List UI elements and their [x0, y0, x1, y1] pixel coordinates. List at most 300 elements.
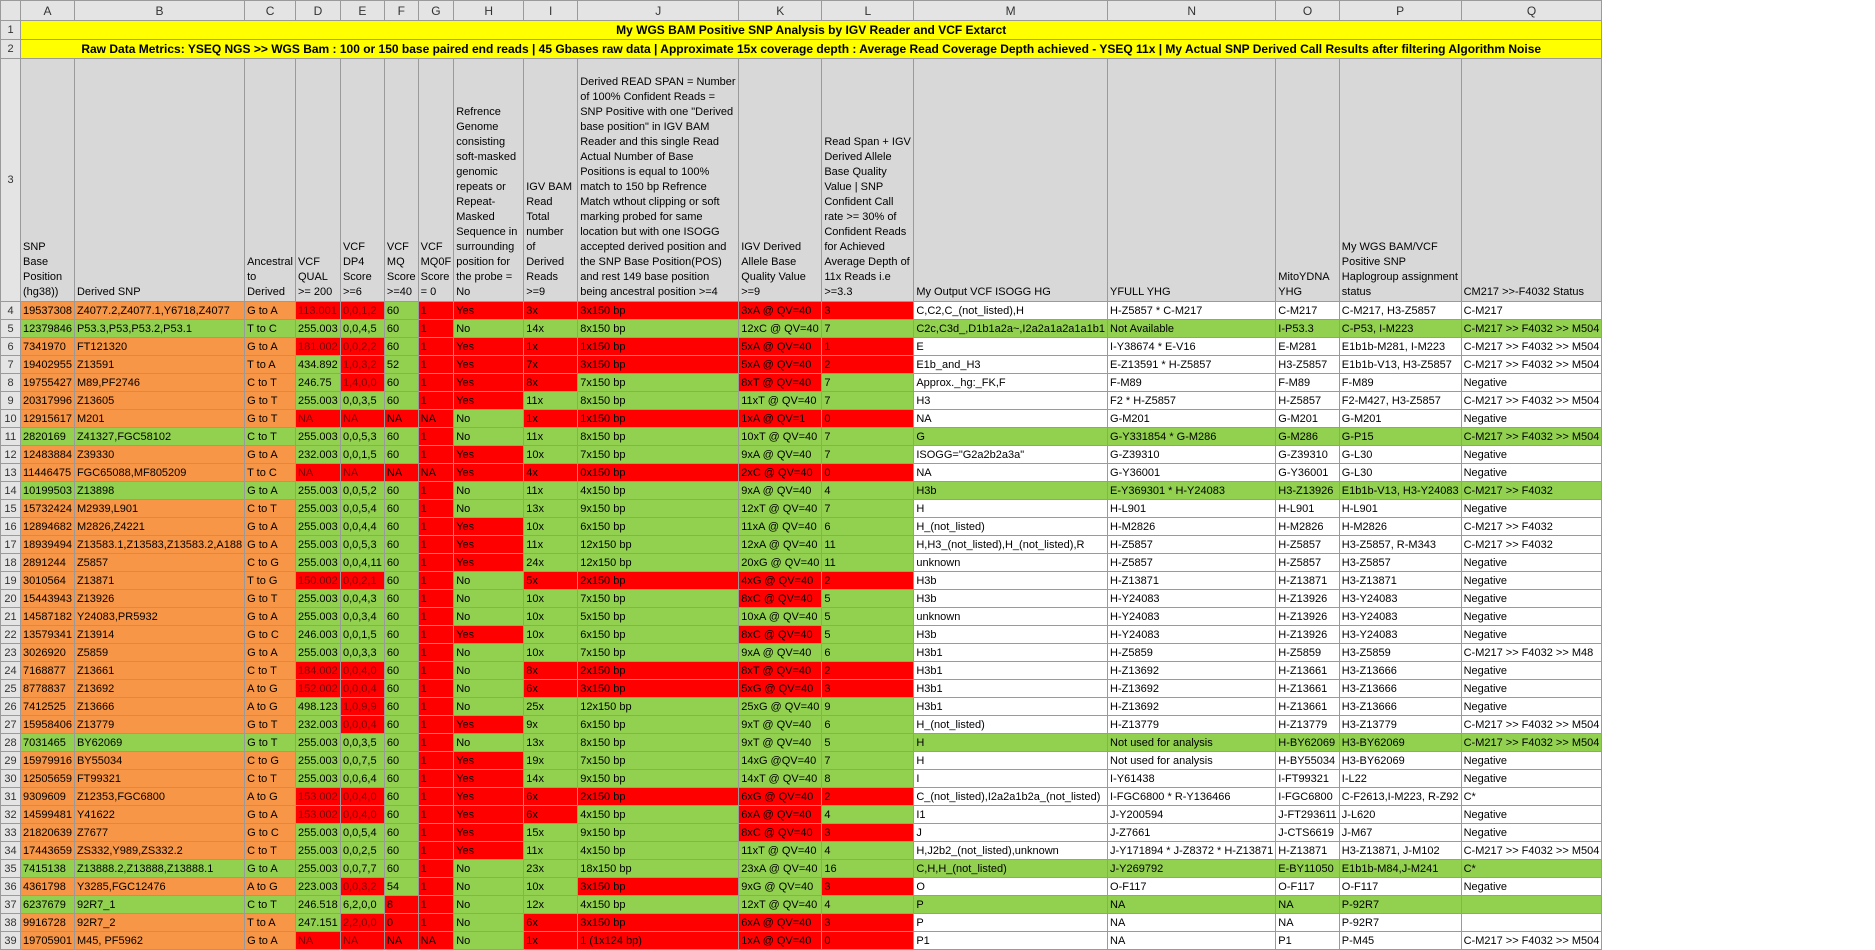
- table-cell[interactable]: G to T: [245, 392, 296, 410]
- table-cell[interactable]: 2,2,0,0: [340, 914, 384, 932]
- table-cell[interactable]: H-Z13926: [1276, 608, 1340, 626]
- table-cell[interactable]: 4: [822, 842, 914, 860]
- table-cell[interactable]: 11: [822, 554, 914, 572]
- table-cell[interactable]: H3b1: [914, 698, 1108, 716]
- table-cell[interactable]: Z5859: [74, 644, 244, 662]
- table-cell[interactable]: H-BY62069: [1276, 734, 1340, 752]
- table-cell[interactable]: G: [914, 428, 1108, 446]
- table-cell[interactable]: No: [454, 590, 524, 608]
- table-cell[interactable]: G-L30: [1339, 464, 1461, 482]
- table-cell[interactable]: No: [454, 500, 524, 518]
- table-cell[interactable]: H3b: [914, 482, 1108, 500]
- table-cell[interactable]: E1b_and_H3: [914, 356, 1108, 374]
- table-cell[interactable]: H3-Y24083: [1339, 590, 1461, 608]
- row-number[interactable]: 3: [1, 59, 21, 302]
- table-cell[interactable]: T to A: [245, 356, 296, 374]
- table-cell[interactable]: F-M89: [1339, 374, 1461, 392]
- table-cell[interactable]: H-Z13779: [1108, 716, 1276, 734]
- table-cell[interactable]: 16: [822, 860, 914, 878]
- table-cell[interactable]: I-L22: [1339, 770, 1461, 788]
- table-cell[interactable]: Negative: [1461, 878, 1602, 896]
- table-cell[interactable]: 1,0,9,9: [340, 698, 384, 716]
- table-cell[interactable]: 5: [822, 626, 914, 644]
- table-cell[interactable]: 7168877: [21, 662, 75, 680]
- table-cell[interactable]: No: [454, 896, 524, 914]
- table-cell[interactable]: 0,0,3,5: [340, 392, 384, 410]
- header-cell[interactable]: VCF MQ0F Score = 0: [418, 59, 454, 302]
- table-cell[interactable]: 255.003: [295, 482, 340, 500]
- table-cell[interactable]: 1: [418, 356, 454, 374]
- table-cell[interactable]: 12379846: [21, 320, 75, 338]
- table-cell[interactable]: NA: [340, 932, 384, 950]
- table-cell[interactable]: NA: [295, 932, 340, 950]
- table-cell[interactable]: H3-Z13666: [1339, 662, 1461, 680]
- table-cell[interactable]: 5xA @ QV=40: [739, 356, 822, 374]
- table-cell[interactable]: 7: [822, 320, 914, 338]
- table-cell[interactable]: 24x: [524, 554, 578, 572]
- table-cell[interactable]: No: [454, 320, 524, 338]
- table-cell[interactable]: 3x150 bp: [578, 356, 739, 374]
- table-cell[interactable]: 223.003: [295, 878, 340, 896]
- table-cell[interactable]: H3-Z5859: [1339, 644, 1461, 662]
- table-cell[interactable]: 1: [418, 590, 454, 608]
- table-cell[interactable]: 4x150 bp: [578, 896, 739, 914]
- table-cell[interactable]: 152.002: [295, 680, 340, 698]
- table-cell[interactable]: 255.003: [295, 860, 340, 878]
- header-cell[interactable]: SNP Base Position (hg38)): [21, 59, 75, 302]
- table-cell[interactable]: 8x150 bp: [578, 428, 739, 446]
- table-cell[interactable]: H: [914, 734, 1108, 752]
- table-cell[interactable]: NA: [1276, 896, 1340, 914]
- table-cell[interactable]: 255.003: [295, 518, 340, 536]
- table-cell[interactable]: 1: [418, 752, 454, 770]
- table-cell[interactable]: C to T: [245, 500, 296, 518]
- table-cell[interactable]: 1: [418, 500, 454, 518]
- table-cell[interactable]: G to A: [245, 338, 296, 356]
- table-cell[interactable]: 1: [418, 446, 454, 464]
- table-cell[interactable]: 6: [822, 644, 914, 662]
- table-cell[interactable]: G to T: [245, 590, 296, 608]
- table-cell[interactable]: 5: [822, 734, 914, 752]
- table-cell[interactable]: G-L30: [1339, 446, 1461, 464]
- table-cell[interactable]: G-M201: [1276, 410, 1340, 428]
- table-cell[interactable]: H: [914, 500, 1108, 518]
- table-cell[interactable]: 8x150 bp: [578, 392, 739, 410]
- header-cell[interactable]: Read Span + IGV Derived Allele Base Quality Value | SNP Confident Call rate >= 30% of Confident Reads for Achieved Average Depth of 11x Reads i.e >=3.3: [822, 59, 914, 302]
- table-cell[interactable]: H3-Z13666: [1339, 680, 1461, 698]
- table-cell[interactable]: 11: [822, 536, 914, 554]
- table-cell[interactable]: 0,0,4,11: [340, 554, 384, 572]
- table-cell[interactable]: No: [454, 914, 524, 932]
- table-cell[interactable]: 255.003: [295, 644, 340, 662]
- column-header-a[interactable]: A: [21, 1, 75, 21]
- table-cell[interactable]: 19755427: [21, 374, 75, 392]
- table-cell[interactable]: Z5857: [74, 554, 244, 572]
- table-cell[interactable]: 6x: [524, 914, 578, 932]
- table-cell[interactable]: I-FT99321: [1276, 770, 1340, 788]
- table-cell[interactable]: 11x: [524, 842, 578, 860]
- table-cell[interactable]: 7x: [524, 356, 578, 374]
- table-cell[interactable]: 14587182: [21, 608, 75, 626]
- table-cell[interactable]: 11x: [524, 482, 578, 500]
- table-cell[interactable]: 255.003: [295, 608, 340, 626]
- table-cell[interactable]: 5: [822, 608, 914, 626]
- table-cell[interactable]: Z39330: [74, 446, 244, 464]
- table-cell[interactable]: Yes: [454, 806, 524, 824]
- table-cell[interactable]: E1b1b-V13, H3-Y24083: [1339, 482, 1461, 500]
- table-cell[interactable]: NA: [384, 464, 418, 482]
- table-cell[interactable]: 0,0,5,3: [340, 536, 384, 554]
- table-cell[interactable]: H-Z13871: [1276, 842, 1340, 860]
- row-number[interactable]: 1: [1, 21, 21, 40]
- header-cell[interactable]: VCF DP4 Score >=6: [340, 59, 384, 302]
- table-cell[interactable]: E1b1b-V13, H3-Z5857: [1339, 356, 1461, 374]
- table-cell[interactable]: 13x: [524, 734, 578, 752]
- table-cell[interactable]: H-BY55034: [1276, 752, 1340, 770]
- table-cell[interactable]: 4: [822, 482, 914, 500]
- table-cell[interactable]: 25x: [524, 698, 578, 716]
- table-cell[interactable]: 12x150 bp: [578, 698, 739, 716]
- table-cell[interactable]: H-Z5857: [1276, 554, 1340, 572]
- table-cell[interactable]: 1: [418, 392, 454, 410]
- table-cell[interactable]: 14x: [524, 320, 578, 338]
- table-cell[interactable]: 12894682: [21, 518, 75, 536]
- table-cell[interactable]: O-F117: [1339, 878, 1461, 896]
- table-cell[interactable]: NA: [1276, 914, 1340, 932]
- table-cell[interactable]: Z13666: [74, 698, 244, 716]
- table-cell[interactable]: 247.151: [295, 914, 340, 932]
- column-header-i[interactable]: I: [524, 1, 578, 21]
- header-cell[interactable]: CM217 >>-F4032 Status: [1461, 59, 1602, 302]
- table-cell[interactable]: I-Y38674 * E-V16: [1108, 338, 1276, 356]
- table-cell[interactable]: O-F117: [1108, 878, 1276, 896]
- table-cell[interactable]: 9xT @ QV=40: [739, 716, 822, 734]
- table-cell[interactable]: 0,0,4,0: [340, 806, 384, 824]
- table-cell[interactable]: [1461, 896, 1602, 914]
- table-cell[interactable]: 0,0,2,5: [340, 842, 384, 860]
- table-cell[interactable]: 1: [418, 626, 454, 644]
- table-cell[interactable]: I1: [914, 806, 1108, 824]
- column-header-q[interactable]: Q: [1461, 1, 1602, 21]
- table-cell[interactable]: 1: [418, 302, 454, 320]
- table-cell[interactable]: Not Available: [1108, 320, 1276, 338]
- table-cell[interactable]: 1: [418, 788, 454, 806]
- table-cell[interactable]: unknown: [914, 554, 1108, 572]
- table-cell[interactable]: No: [454, 410, 524, 428]
- table-cell[interactable]: 10x: [524, 878, 578, 896]
- row-number[interactable]: 29: [1, 752, 21, 770]
- table-cell[interactable]: NA: [418, 410, 454, 428]
- table-cell[interactable]: Z7677: [74, 824, 244, 842]
- table-cell[interactable]: 12x: [524, 896, 578, 914]
- column-header-h[interactable]: H: [454, 1, 524, 21]
- table-cell[interactable]: 0: [384, 914, 418, 932]
- table-cell[interactable]: 3x150 bp: [578, 914, 739, 932]
- table-cell[interactable]: 6xA @ QV=40: [739, 806, 822, 824]
- table-cell[interactable]: C-M217 >> F4032: [1461, 536, 1602, 554]
- table-cell[interactable]: 255.003: [295, 590, 340, 608]
- table-cell[interactable]: 1x150 bp: [578, 410, 739, 428]
- table-cell[interactable]: Z13888.2,Z13888,Z13888.1: [74, 860, 244, 878]
- table-cell[interactable]: 12915617: [21, 410, 75, 428]
- table-cell[interactable]: 7: [822, 428, 914, 446]
- table-cell[interactable]: [1461, 914, 1602, 932]
- table-cell[interactable]: 9309609: [21, 788, 75, 806]
- header-cell[interactable]: IGV BAM Read Total number of Derived Reads >=9: [524, 59, 578, 302]
- table-cell[interactable]: H_(not_listed): [914, 716, 1108, 734]
- table-cell[interactable]: 8: [822, 770, 914, 788]
- table-cell[interactable]: 4x: [524, 464, 578, 482]
- table-cell[interactable]: C_(not_listed),I2a2a1b2a_(not_listed): [914, 788, 1108, 806]
- table-cell[interactable]: Z13871: [74, 572, 244, 590]
- table-cell[interactable]: 1: [418, 842, 454, 860]
- table-cell[interactable]: 12xC @ QV=40: [739, 320, 822, 338]
- table-cell[interactable]: 6xA @ QV=40: [739, 914, 822, 932]
- table-cell[interactable]: 1,4,0,0: [340, 374, 384, 392]
- table-cell[interactable]: 54: [384, 878, 418, 896]
- table-cell[interactable]: H_(not_listed): [914, 518, 1108, 536]
- row-number[interactable]: 26: [1, 698, 21, 716]
- table-cell[interactable]: Negative: [1461, 608, 1602, 626]
- table-cell[interactable]: G to A: [245, 518, 296, 536]
- table-cell[interactable]: 6: [822, 716, 914, 734]
- table-cell[interactable]: No: [454, 734, 524, 752]
- table-cell[interactable]: 60: [384, 338, 418, 356]
- table-cell[interactable]: 60: [384, 392, 418, 410]
- table-cell[interactable]: 255.003: [295, 734, 340, 752]
- table-cell[interactable]: G to T: [245, 716, 296, 734]
- table-cell[interactable]: A to G: [245, 878, 296, 896]
- table-cell[interactable]: FT121320: [74, 338, 244, 356]
- table-cell[interactable]: 11xT @ QV=40: [739, 392, 822, 410]
- table-cell[interactable]: G to A: [245, 302, 296, 320]
- table-cell[interactable]: 9xA @ QV=40: [739, 482, 822, 500]
- table-cell[interactable]: 0,0,6,4: [340, 770, 384, 788]
- table-cell[interactable]: 9xT @ QV=40: [739, 734, 822, 752]
- table-cell[interactable]: 8xC @ QV=40: [739, 626, 822, 644]
- table-cell[interactable]: Y41622: [74, 806, 244, 824]
- table-cell[interactable]: 60: [384, 554, 418, 572]
- table-cell[interactable]: 23x: [524, 860, 578, 878]
- table-cell[interactable]: ZS332,Y989,ZS332.2: [74, 842, 244, 860]
- table-cell[interactable]: 4x150 bp: [578, 806, 739, 824]
- table-cell[interactable]: 92R7_1: [74, 896, 244, 914]
- table-cell[interactable]: 1: [418, 572, 454, 590]
- table-cell[interactable]: C-M217 >> F4032 >> M504: [1461, 356, 1602, 374]
- table-cell[interactable]: 1: [418, 536, 454, 554]
- table-cell[interactable]: 0,0,1,5: [340, 626, 384, 644]
- table-cell[interactable]: C-F2613,I-M223, R-Z92: [1339, 788, 1461, 806]
- table-cell[interactable]: 0,0,3,2: [340, 878, 384, 896]
- table-cell[interactable]: E1b1b-M281, I-M223: [1339, 338, 1461, 356]
- row-number[interactable]: 35: [1, 860, 21, 878]
- row-number[interactable]: 25: [1, 680, 21, 698]
- table-cell[interactable]: C*: [1461, 860, 1602, 878]
- table-cell[interactable]: 1: [418, 338, 454, 356]
- table-cell[interactable]: 0,0,4,0: [340, 788, 384, 806]
- table-cell[interactable]: H-Z13779: [1276, 716, 1340, 734]
- table-cell[interactable]: Z13661: [74, 662, 244, 680]
- table-cell[interactable]: F-M89: [1108, 374, 1276, 392]
- table-cell[interactable]: NA: [418, 932, 454, 950]
- table-cell[interactable]: 18x150 bp: [578, 860, 739, 878]
- table-cell[interactable]: 20xG @ QV=40: [739, 554, 822, 572]
- table-cell[interactable]: H3b1: [914, 644, 1108, 662]
- table-cell[interactable]: 0,0,3,5: [340, 734, 384, 752]
- table-cell[interactable]: 181.002: [295, 338, 340, 356]
- table-cell[interactable]: H-L901: [1108, 500, 1276, 518]
- table-cell[interactable]: 7x150 bp: [578, 446, 739, 464]
- table-cell[interactable]: 3x150 bp: [578, 302, 739, 320]
- table-cell[interactable]: O: [914, 878, 1108, 896]
- table-cell[interactable]: C-M217 >> F4032: [1461, 518, 1602, 536]
- column-header-j[interactable]: J: [578, 1, 739, 21]
- table-cell[interactable]: H3-Z13871: [1339, 572, 1461, 590]
- table-cell[interactable]: 255.003: [295, 752, 340, 770]
- table-cell[interactable]: 4361798: [21, 878, 75, 896]
- table-cell[interactable]: Y24083,PR5932: [74, 608, 244, 626]
- table-cell[interactable]: Z13583.1,Z13583,Z13583.2,A188: [74, 536, 244, 554]
- table-cell[interactable]: 60: [384, 842, 418, 860]
- sheet-subtitle[interactable]: Raw Data Metrics: YSEQ NGS >> WGS Bam : 100 or 150 base paired end reads | 45 Gbases raw data | Approximate 15x coverage depth : Average Read Coverage Depth achieved - YSEQ 11x | My Actual SNP Derived Call Results after filtering Algorithm Noise: [21, 40, 1602, 59]
- table-cell[interactable]: Yes: [454, 446, 524, 464]
- row-number[interactable]: 23: [1, 644, 21, 662]
- table-cell[interactable]: 9x150 bp: [578, 500, 739, 518]
- table-cell[interactable]: T to C: [245, 464, 296, 482]
- table-cell[interactable]: C-M217 >> F4032 >> M504: [1461, 428, 1602, 446]
- table-cell[interactable]: H-L901: [1339, 500, 1461, 518]
- table-cell[interactable]: H-Z5857: [1108, 536, 1276, 554]
- table-cell[interactable]: E: [914, 338, 1108, 356]
- row-number[interactable]: 16: [1, 518, 21, 536]
- table-cell[interactable]: 434.892: [295, 356, 340, 374]
- table-cell[interactable]: C to T: [245, 662, 296, 680]
- table-cell[interactable]: Negative: [1461, 410, 1602, 428]
- table-cell[interactable]: 10x: [524, 626, 578, 644]
- table-cell[interactable]: C-M217 >> F4032 >> M504: [1461, 842, 1602, 860]
- table-cell[interactable]: 12x150 bp: [578, 554, 739, 572]
- table-cell[interactable]: P1: [1276, 932, 1340, 950]
- table-cell[interactable]: Yes: [454, 392, 524, 410]
- table-cell[interactable]: H-M2826: [1276, 518, 1340, 536]
- row-number[interactable]: 13: [1, 464, 21, 482]
- table-cell[interactable]: H-Z5857: [1276, 392, 1340, 410]
- table-cell[interactable]: Yes: [454, 356, 524, 374]
- table-cell[interactable]: 60: [384, 860, 418, 878]
- table-cell[interactable]: 3xA @ QV=40: [739, 302, 822, 320]
- table-cell[interactable]: 8xT @ QV=40: [739, 662, 822, 680]
- table-cell[interactable]: 10x: [524, 446, 578, 464]
- row-number[interactable]: 19: [1, 572, 21, 590]
- table-cell[interactable]: 232.003: [295, 716, 340, 734]
- table-cell[interactable]: 1: [418, 482, 454, 500]
- table-cell[interactable]: Yes: [454, 716, 524, 734]
- table-cell[interactable]: No: [454, 428, 524, 446]
- table-cell[interactable]: H3b1: [914, 662, 1108, 680]
- row-number[interactable]: 24: [1, 662, 21, 680]
- table-cell[interactable]: 0,0,7,7: [340, 860, 384, 878]
- table-cell[interactable]: Yes: [454, 536, 524, 554]
- table-cell[interactable]: 3: [822, 824, 914, 842]
- table-cell[interactable]: 60: [384, 320, 418, 338]
- table-cell[interactable]: 12xT @ QV=40: [739, 500, 822, 518]
- row-number[interactable]: 10: [1, 410, 21, 428]
- table-cell[interactable]: 14x: [524, 770, 578, 788]
- header-cell[interactable]: IGV Derived Allele Base Quality Value >=9: [739, 59, 822, 302]
- table-cell[interactable]: Yes: [454, 842, 524, 860]
- table-cell[interactable]: 2: [822, 356, 914, 374]
- table-cell[interactable]: G-Z39310: [1108, 446, 1276, 464]
- table-cell[interactable]: Yes: [454, 626, 524, 644]
- table-cell[interactable]: C-M217 >> F4032 >> M504: [1461, 320, 1602, 338]
- table-cell[interactable]: H: [914, 752, 1108, 770]
- table-cell[interactable]: Z13926: [74, 590, 244, 608]
- table-cell[interactable]: 1xA @ QV=40: [739, 932, 822, 950]
- table-cell[interactable]: 9x150 bp: [578, 770, 739, 788]
- table-cell[interactable]: Z4077.2,Z4077.1,Y6718,Z4077: [74, 302, 244, 320]
- table-cell[interactable]: G-P15: [1339, 428, 1461, 446]
- table-cell[interactable]: Negative: [1461, 662, 1602, 680]
- table-cell[interactable]: 0: [822, 410, 914, 428]
- table-cell[interactable]: No: [454, 662, 524, 680]
- table-cell[interactable]: 20317996: [21, 392, 75, 410]
- table-cell[interactable]: C2c,C3d_,D1b1a2a~,I2a2a1a2a1a1b1: [914, 320, 1108, 338]
- table-cell[interactable]: 9xA @ QV=40: [739, 446, 822, 464]
- table-cell[interactable]: Yes: [454, 824, 524, 842]
- table-cell[interactable]: H3-Y24083: [1339, 608, 1461, 626]
- table-cell[interactable]: G to A: [245, 608, 296, 626]
- table-cell[interactable]: H3b: [914, 572, 1108, 590]
- table-cell[interactable]: 246.518: [295, 896, 340, 914]
- row-number[interactable]: 11: [1, 428, 21, 446]
- table-cell[interactable]: 6237679: [21, 896, 75, 914]
- table-cell[interactable]: H-Z13871: [1108, 572, 1276, 590]
- table-cell[interactable]: Yes: [454, 338, 524, 356]
- table-cell[interactable]: 150.002: [295, 572, 340, 590]
- table-cell[interactable]: P1: [914, 932, 1108, 950]
- table-cell[interactable]: T to A: [245, 914, 296, 932]
- table-cell[interactable]: 60: [384, 374, 418, 392]
- table-cell[interactable]: H3-Z5857, R-M343: [1339, 536, 1461, 554]
- table-cell[interactable]: C to T: [245, 428, 296, 446]
- table-cell[interactable]: 60: [384, 482, 418, 500]
- row-number[interactable]: 15: [1, 500, 21, 518]
- table-cell[interactable]: 1: [418, 734, 454, 752]
- table-cell[interactable]: 153.002: [295, 788, 340, 806]
- table-cell[interactable]: 8x: [524, 662, 578, 680]
- table-cell[interactable]: H-Z13926: [1276, 590, 1340, 608]
- column-header-n[interactable]: N: [1108, 1, 1276, 21]
- table-cell[interactable]: E-BY11050: [1276, 860, 1340, 878]
- table-cell[interactable]: 60: [384, 500, 418, 518]
- table-cell[interactable]: 3: [822, 914, 914, 932]
- table-cell[interactable]: 60: [384, 806, 418, 824]
- table-cell[interactable]: 0,0,7,5: [340, 752, 384, 770]
- table-cell[interactable]: J-CTS6619: [1276, 824, 1340, 842]
- table-cell[interactable]: 10x: [524, 518, 578, 536]
- table-cell[interactable]: J-Y269792: [1108, 860, 1276, 878]
- table-cell[interactable]: Yes: [454, 374, 524, 392]
- row-number[interactable]: 2: [1, 40, 21, 59]
- table-cell[interactable]: 7: [822, 500, 914, 518]
- table-cell[interactable]: 19402955: [21, 356, 75, 374]
- table-cell[interactable]: 60: [384, 536, 418, 554]
- table-cell[interactable]: 9: [822, 698, 914, 716]
- table-cell[interactable]: M89,PF2746: [74, 374, 244, 392]
- table-cell[interactable]: 60: [384, 572, 418, 590]
- table-cell[interactable]: 255.003: [295, 500, 340, 518]
- table-cell[interactable]: 3: [822, 680, 914, 698]
